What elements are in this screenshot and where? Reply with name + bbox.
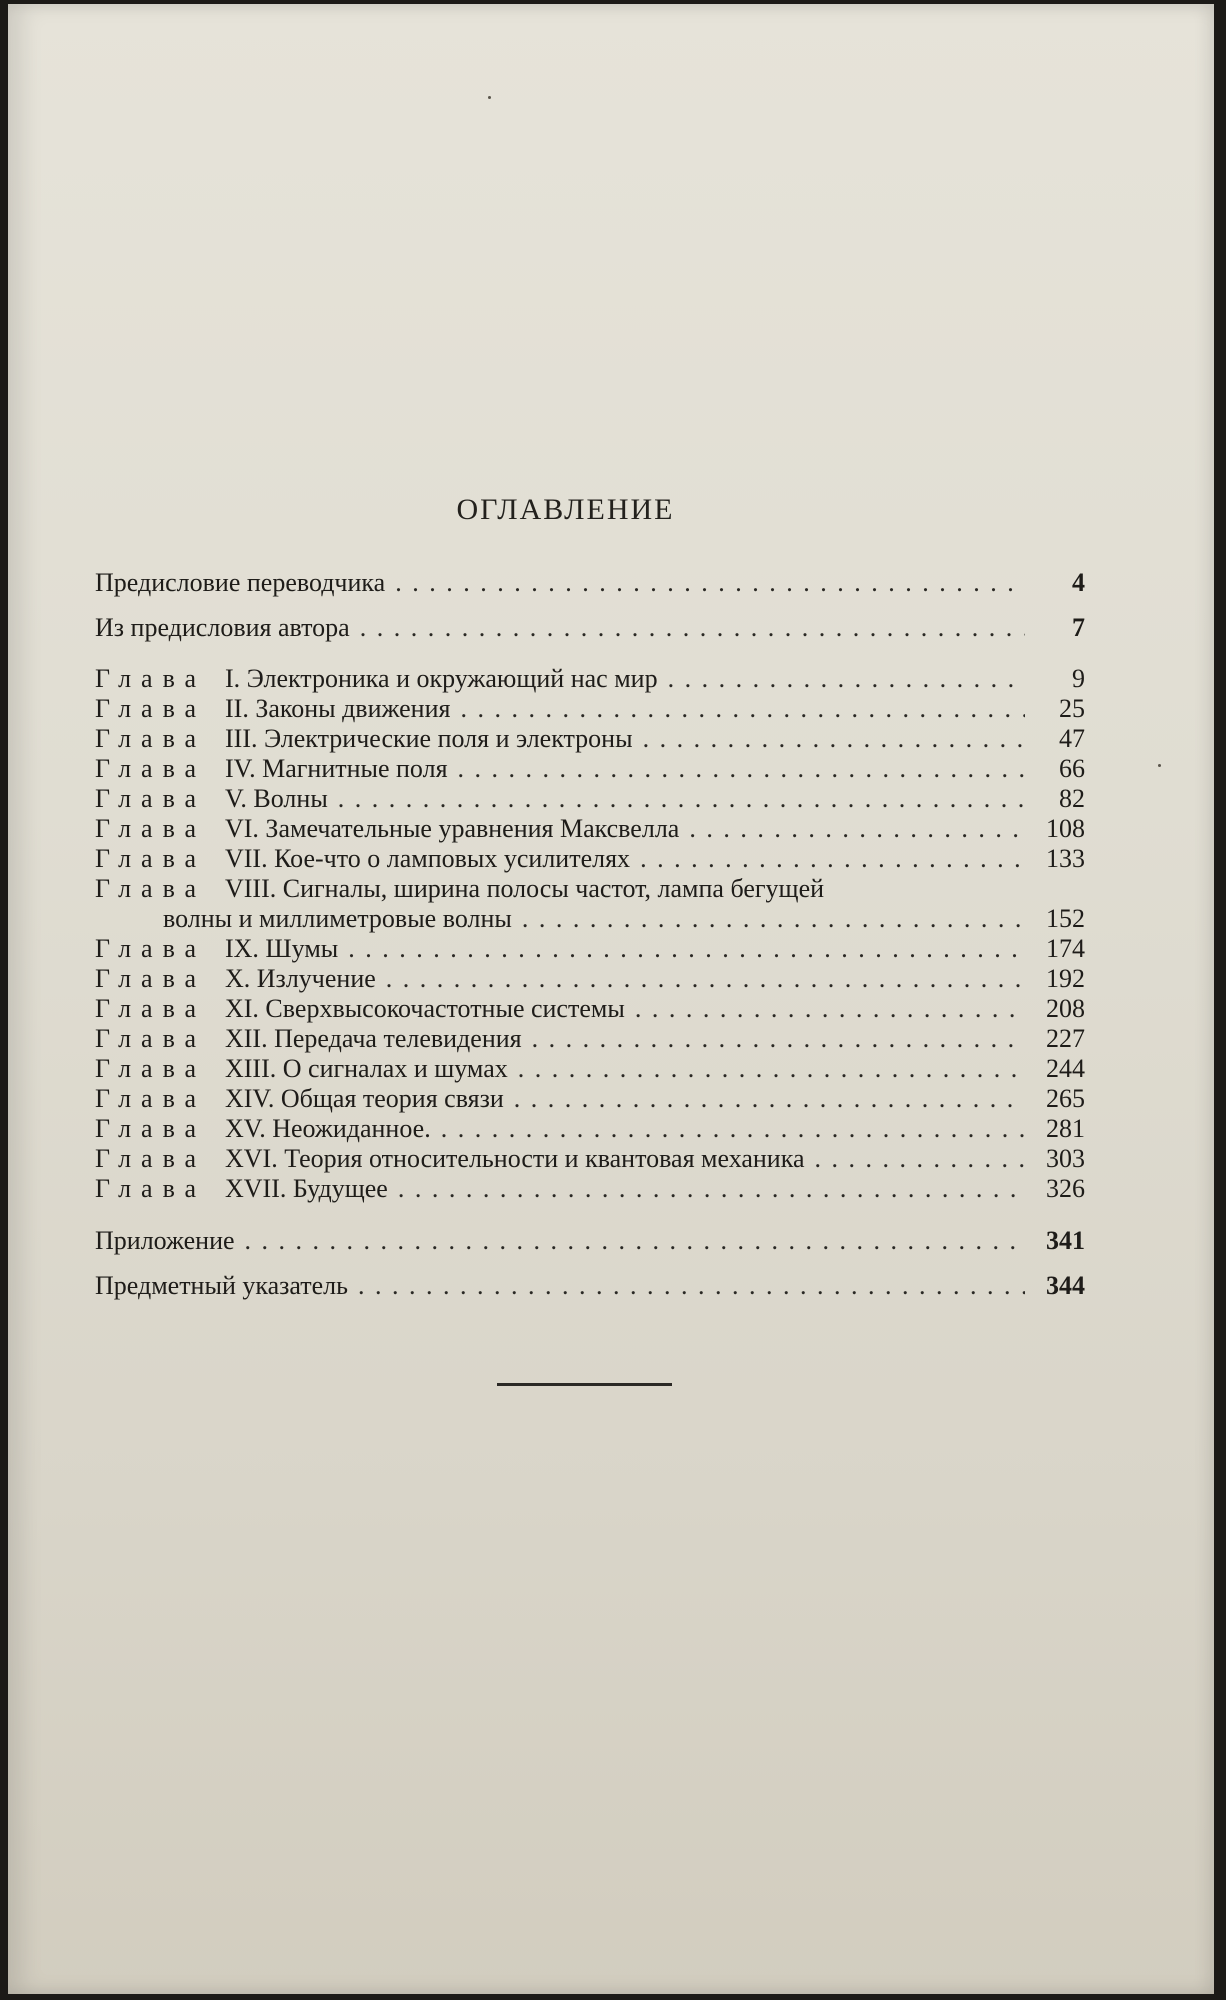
chapter-title: XVI. Теория относительности и квантовая механика [225, 1144, 805, 1173]
chapter-prefix: Глава [95, 814, 207, 843]
toc-entry-chapter-1[interactable] [95, 664, 1085, 694]
toc-entry-subject-index[interactable] [95, 1263, 1085, 1308]
toc-entry-page: 152 [1046, 904, 1085, 933]
toc-title: ОГЛАВЛЕНИЕ [456, 493, 675, 526]
dot-leader [635, 994, 1025, 1024]
toc-entry-page: 303 [1046, 1144, 1085, 1173]
toc-entry-page: 341 [1046, 1226, 1085, 1255]
toc-entry-page: 7 [1072, 613, 1085, 642]
dot-leader [386, 964, 1025, 994]
toc-entry-chapter-16[interactable] [95, 1144, 1085, 1174]
toc-entry-chapter-4[interactable] [95, 754, 1085, 784]
chapter-prefix: Глава [95, 964, 207, 993]
chapter-title: VI. Замечательные уравнения Максвелла [225, 814, 680, 843]
toc-entry-page: 326 [1046, 1174, 1085, 1203]
toc-entry-chapter-2[interactable] [95, 694, 1085, 724]
chapter-title-continuation: волны и миллиметровые волны [163, 904, 512, 933]
toc-entry-label: Предисловие переводчика [95, 568, 386, 597]
dot-leader [358, 1263, 1025, 1308]
toc-entry-page: 192 [1046, 964, 1085, 993]
chapter-prefix: Глава [95, 1054, 207, 1083]
dot-leader [398, 1174, 1025, 1204]
chapter-title: V. Волны [225, 784, 328, 813]
chapter-prefix: Глава [95, 724, 207, 753]
paper-speck [488, 96, 491, 99]
chapter-prefix: Глава [95, 664, 207, 693]
dot-leader [668, 664, 1025, 694]
toc-entry-page: 25 [1059, 694, 1085, 723]
toc-entry-label: Приложение [95, 1226, 235, 1255]
dot-leader [532, 1024, 1025, 1054]
toc-entry-chapter-11[interactable] [95, 994, 1085, 1024]
toc-entry-page: 208 [1046, 994, 1085, 1023]
toc-entry-chapter-12[interactable] [95, 1024, 1085, 1054]
chapter-title: IV. Магнитные поля [225, 754, 448, 783]
chapter-title: XII. Передача телевидения [225, 1024, 522, 1053]
chapter-prefix: Глава [95, 1174, 207, 1203]
toc-entry-chapter-8-continuation[interactable] [95, 904, 1085, 934]
toc-entry-appendix[interactable] [95, 1218, 1085, 1263]
table-of-contents [95, 560, 1085, 1308]
dot-leader [360, 605, 1025, 650]
toc-entry-chapter-3[interactable] [95, 724, 1085, 754]
chapter-prefix: Глава [95, 1144, 207, 1173]
chapter-title: IX. Шумы [225, 934, 339, 963]
toc-entry-chapter-13[interactable] [95, 1054, 1085, 1084]
chapter-prefix: Глава [95, 874, 207, 903]
toc-entry-label: Предметный указатель [95, 1271, 349, 1300]
toc-entry-page: 108 [1046, 814, 1085, 843]
closing-rule [497, 1383, 672, 1386]
toc-entry-preface-translator[interactable] [95, 560, 1085, 605]
dot-leader [245, 1218, 1025, 1263]
toc-entry-chapter-14[interactable] [95, 1084, 1085, 1114]
chapter-prefix: Глава [95, 784, 207, 813]
toc-entry-chapter-17[interactable] [95, 1174, 1085, 1204]
chapter-prefix: Глава [95, 844, 207, 873]
dot-leader [522, 904, 1025, 934]
dot-leader [640, 844, 1025, 874]
toc-entry-chapter-7[interactable] [95, 844, 1085, 874]
toc-entry-page: 47 [1059, 724, 1085, 753]
chapter-prefix: Глава [95, 1024, 207, 1053]
chapter-prefix: Глава [95, 754, 207, 783]
toc-entry-page: 265 [1046, 1084, 1085, 1113]
toc-entry-page: 82 [1059, 784, 1085, 813]
dot-leader [689, 814, 1025, 844]
toc-entry-chapter-15[interactable] [95, 1114, 1085, 1144]
chapter-title: XVII. Будущее [225, 1174, 388, 1203]
chapter-title: VIII. Сигналы, ширина полосы частот, лампа бегущей [225, 874, 825, 903]
toc-entry-chapter-8[interactable] [95, 874, 1085, 904]
toc-entry-page: 133 [1046, 844, 1085, 873]
toc-entry-chapter-6[interactable] [95, 814, 1085, 844]
chapter-prefix: Глава [95, 1084, 207, 1113]
chapter-title: X. Излучение [225, 964, 376, 993]
dot-leader [460, 694, 1025, 724]
chapter-title: XV. Неожиданное. [225, 1114, 431, 1143]
toc-entry-page: 66 [1059, 754, 1085, 783]
toc-entry-page: 227 [1046, 1024, 1085, 1053]
dot-leader [458, 754, 1025, 784]
chapter-title: III. Электрические поля и электроны [225, 724, 633, 753]
chapter-title: VII. Кое-что о ламповых усилителях [225, 844, 631, 873]
paper-speck [1158, 764, 1161, 767]
toc-entry-chapter-10[interactable] [95, 964, 1085, 994]
toc-entry-page: 344 [1046, 1271, 1085, 1300]
dot-leader [441, 1114, 1025, 1144]
chapter-prefix: Глава [95, 994, 207, 1023]
toc-entry-preface-author[interactable] [95, 605, 1085, 650]
toc-entry-page: 244 [1046, 1054, 1085, 1083]
dot-leader [514, 1084, 1025, 1114]
chapter-prefix: Глава [95, 1114, 207, 1143]
toc-entry-label: Из предисловия автора [95, 613, 350, 642]
dot-leader [518, 1054, 1025, 1084]
chapter-title: XIII. О сигналах и шумах [225, 1054, 508, 1083]
toc-entry-page: 281 [1046, 1114, 1085, 1143]
chapter-title: II. Законы движения [225, 694, 451, 723]
toc-entry-chapter-5[interactable] [95, 784, 1085, 814]
dot-leader [643, 724, 1025, 754]
toc-entry-page: 174 [1046, 934, 1085, 963]
dot-leader [815, 1144, 1025, 1174]
dot-leader [348, 934, 1025, 964]
chapter-title: XI. Сверхвысокочастотные системы [225, 994, 625, 1023]
toc-entry-page: 4 [1072, 568, 1085, 597]
toc-entry-chapter-9[interactable] [95, 934, 1085, 964]
dot-leader [395, 560, 1025, 605]
chapter-prefix: Глава [95, 934, 207, 963]
chapter-title: I. Электроника и окружающий нас мир [225, 664, 658, 693]
chapter-title: XIV. Общая теория связи [225, 1084, 504, 1113]
chapter-prefix: Глава [95, 694, 207, 723]
toc-entry-page: 9 [1072, 664, 1085, 693]
dot-leader [338, 784, 1025, 814]
